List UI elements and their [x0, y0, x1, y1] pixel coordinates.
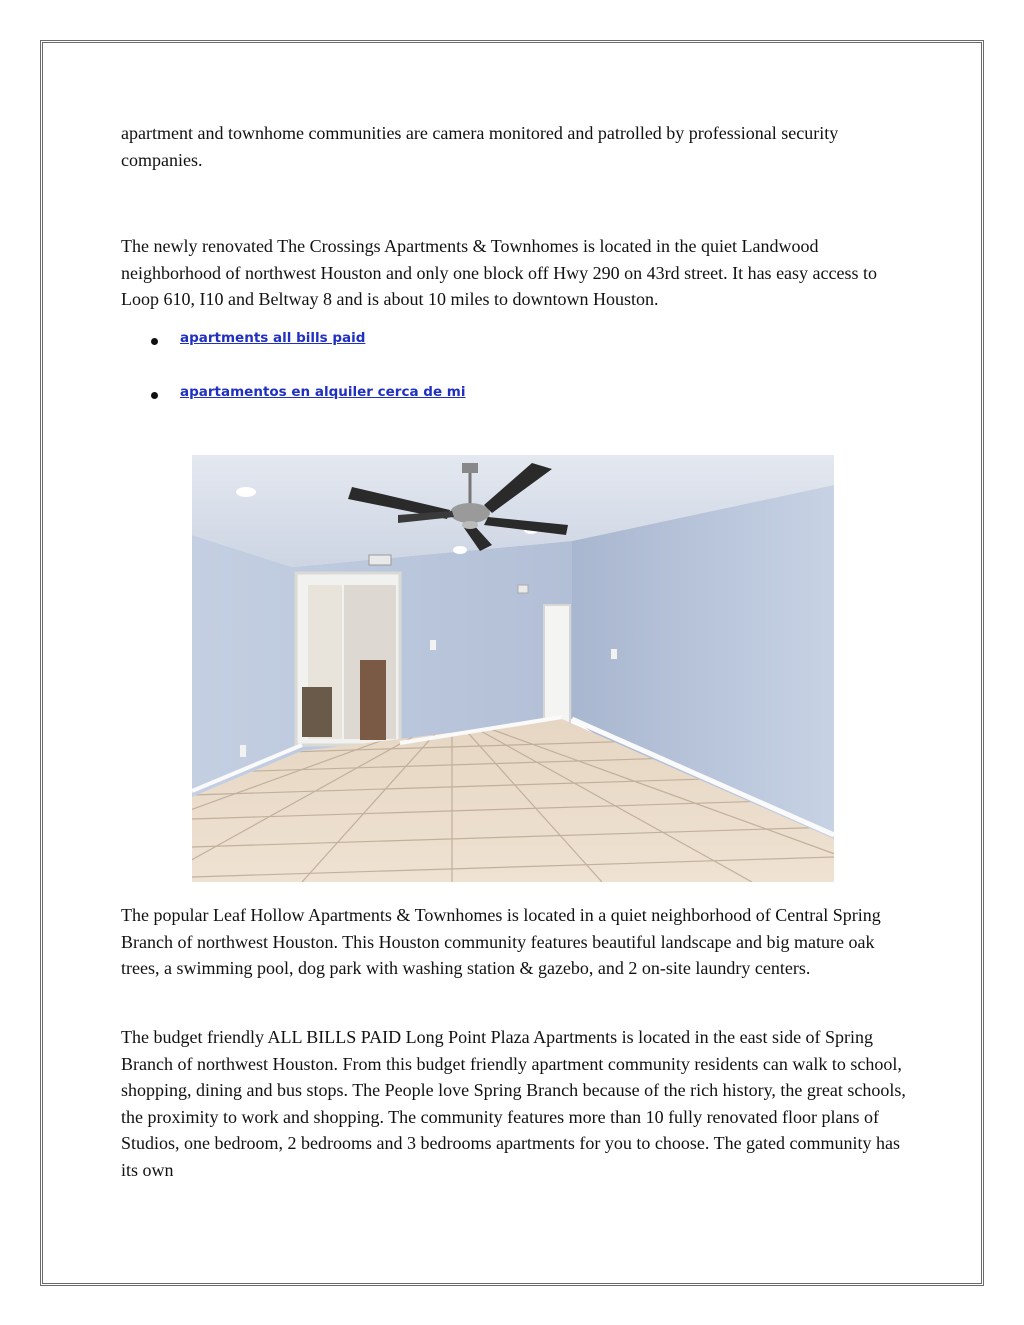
bullet-icon — [151, 338, 158, 345]
apartment-interior-photo — [192, 455, 834, 882]
paragraph-leaf-hollow: The popular Leaf Hollow Apartments & Townhomes is located in a quiet neighborhood of Central Spring Branch of northwest Houston. This Houston community features beautiful landscape and big mature oak trees, a swimming pool, dog park with washing station & gazebo, and 2 on-site laundry centers. — [121, 905, 881, 978]
paragraph-security: apartment and townhome communities are camera monitored and patrolled by professional security companies. — [121, 123, 839, 170]
paragraph-long-point: The budget friendly ALL BILLS PAID Long Point Plaza Apartments is located in the east side of Spring Branch of northwest Houston. From this budget friendly apartment community residents can walk to school, shopping, dining and bus stops. The People love Spring Branch because of the rich history, the great schools, the proximity to work and shopping. The community features more than 10 fully renovated floor plans of Studios, one bedroom, 2 bedrooms and 3 bedrooms apartments for you to choose. The gated community has its own — [121, 1027, 906, 1180]
link-apartamentos-en-alquiler[interactable]: apartamentos en alquiler cerca de mi — [180, 384, 466, 400]
bullet-icon — [151, 392, 158, 399]
paragraph-crossings: The newly renovated The Crossings Apartments & Townhomes is located in the quiet Landwood neighborhood of northwest Houston and only one block off Hwy 290 on 43rd street. It has easy access to Loop 610, I10 and Beltway 8 and is about 10 miles to downtown Houston. — [121, 236, 878, 309]
link-apartments-all-bills-paid[interactable]: apartments all bills paid — [180, 330, 366, 346]
